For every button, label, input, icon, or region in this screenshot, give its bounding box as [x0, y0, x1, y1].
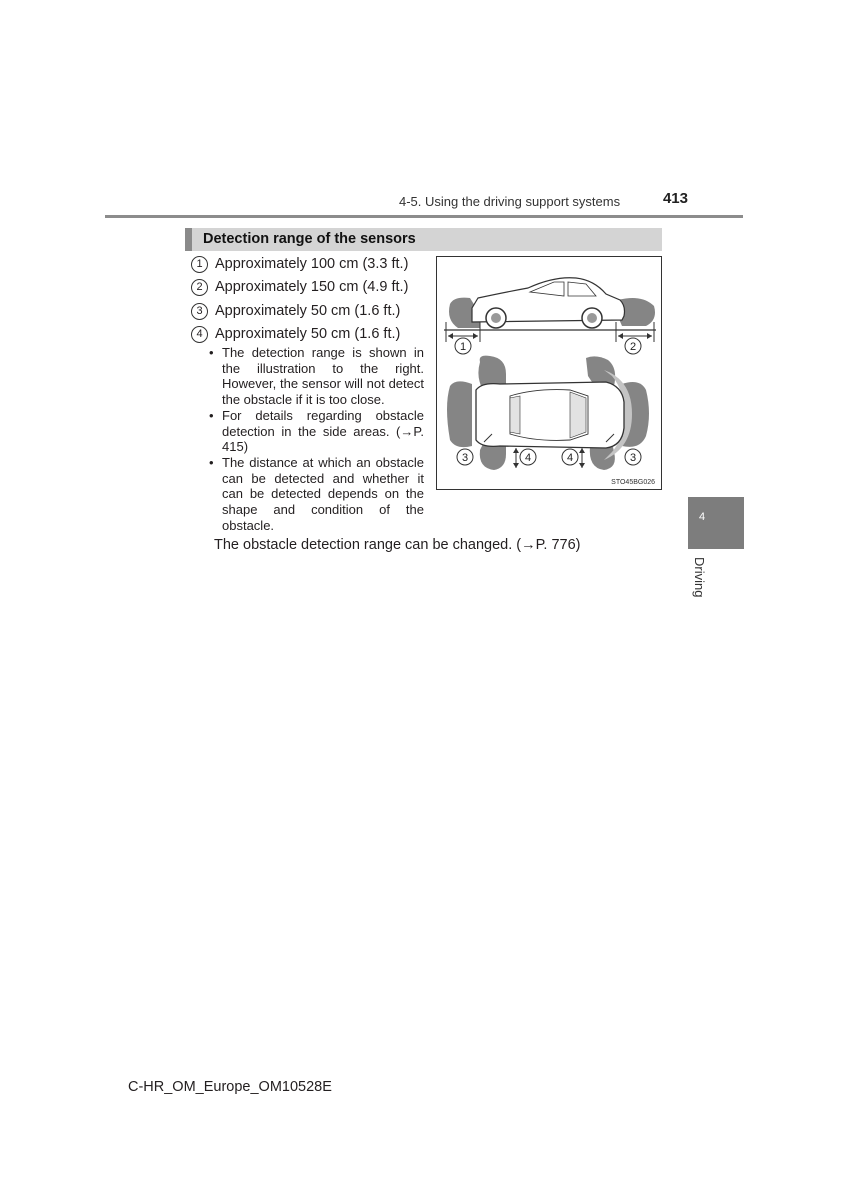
circled-number-4: 4 [191, 326, 208, 343]
bullet-text: For details regarding obstacle detection in the side areas. (→P. 415) [222, 407, 424, 455]
section-heading-bar [185, 228, 662, 251]
range-text-4: Approximately 50 cm (1.6 ft.) [215, 326, 401, 342]
range-item-2 [191, 277, 408, 297]
circled-number-1: 1 [191, 256, 208, 273]
section-title: Detection range of the sensors [203, 231, 416, 247]
diagram-marker-4-right-label: 4 [566, 452, 574, 464]
diagram-marker-2-label: 2 [629, 341, 637, 353]
diagram-marker-3-left-label: 3 [461, 452, 469, 464]
bullet-item [208, 408, 424, 455]
range-item-4 [191, 324, 400, 344]
circled-number-2: 2 [191, 279, 208, 296]
rear-hub [491, 313, 501, 323]
diagram-marker-4-left-label: 4 [524, 452, 532, 464]
bullet-text: The detection range is shown in the illustration to the right. However, the sensor will not detect the obstacle if it is too close. [222, 345, 424, 408]
range-item-3 [191, 301, 400, 321]
diagram-marker-3-right-label: 3 [629, 452, 637, 464]
document-code: C-HR_OM_Europe_OM10528E [128, 1079, 332, 1095]
bullet-marker: • [209, 454, 214, 470]
chapter-label: Driving [692, 557, 707, 598]
bullet-item [208, 455, 424, 534]
range-text-2: Approximately 150 cm (4.9 ft.) [215, 279, 409, 295]
page-number: 413 [662, 190, 688, 207]
range-text-1: Approximately 100 cm (3.3 ft.) [215, 256, 409, 272]
range-item-1 [191, 254, 408, 274]
bullet-marker: • [209, 345, 214, 360]
sensor-range-diagram [436, 256, 662, 490]
bullet-list [208, 345, 424, 533]
range-change-note: The obstacle detection range can be changed. (→P. 776) [214, 537, 581, 553]
chapter-number: 4 [699, 511, 706, 523]
header-divider [105, 215, 743, 218]
front-hub [587, 313, 597, 323]
rear-side-zone [447, 381, 472, 447]
bullet-text: The distance at which an obstacle can be detected and whether it can be detected depends on the shape and condition of the obstacle. [222, 454, 424, 533]
illustration-code: STO45BG026 [611, 479, 655, 486]
circled-number-3: 3 [191, 303, 208, 320]
bullet-item [208, 345, 424, 408]
range-text-3: Approximately 50 cm (1.6 ft.) [215, 303, 401, 319]
bullet-marker: • [209, 407, 214, 423]
diagram-marker-1-label: 1 [459, 341, 467, 353]
chapter-tab [688, 497, 744, 549]
header-section-title: 4-5. Using the driving support systems [399, 194, 621, 209]
